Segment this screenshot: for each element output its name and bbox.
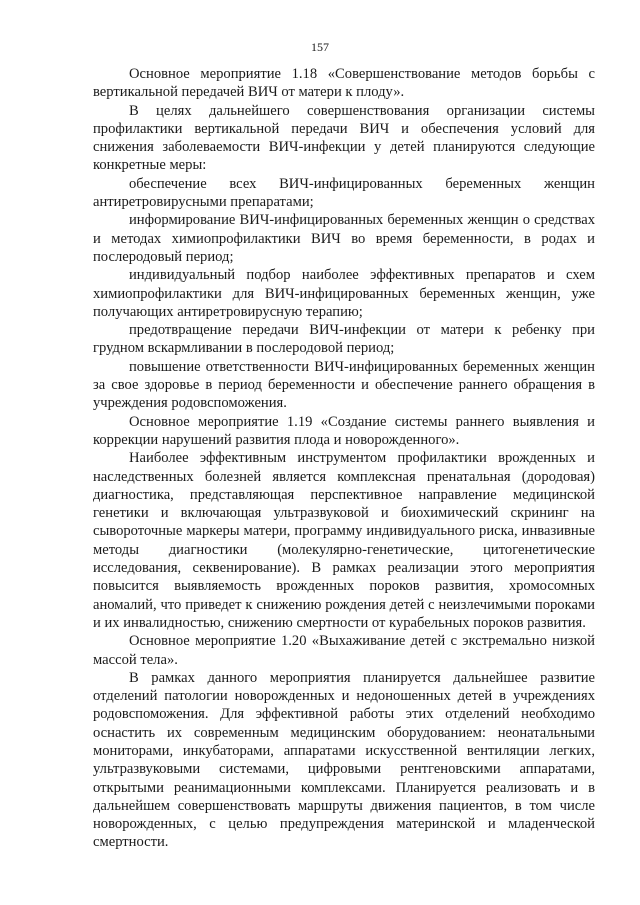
paragraph-measure-1-18-heading: Основное мероприятие 1.18 «Совершенствование методов борьбы с вертикальной передачей ВИЧ от матери к плоду». [93,66,595,101]
paragraph-measure-1-20-heading: Основное мероприятие 1.20 «Выхаживание детей с экстремально низкой массой тела». [93,633,595,668]
paragraph-neonatal-equipment: В рамках данного мероприятия планируется дальнейшее развитие отделений патологии новорожденных и недоношенных детей в учреждениях родовспоможения. Для эффективной работы этих отделений необходимо оснастить их современным медицинским оборудованием: неонатальными мониторами, инкубаторами, аппаратами искусственной вентиляции легких, ультразвуковыми системами, цифровыми рентгеновскими аппаратами, открытыми реанимационными комплексами. Планируется реализовать и в дальнейшем совершенствовать маршруты движения пациентов, в том числе новорожденных, с целью предупреждения материнской и младенческой смертности. [93,669,595,851]
page-number: 157 [311,40,329,54]
list-item-responsibility: повышение ответственности ВИЧ-инфицированных беременных женщин за свое здоровье в период беременности и обеспечение раннего обращения в учреждения родовспоможения. [93,358,595,412]
document-body [93,65,595,852]
list-item-breastfeeding-prevention: предотвращение передачи ВИЧ-инфекции от матери к ребенку при грудном вскармливании в послеродовой период; [93,322,595,357]
paragraph-prenatal-diagnostics: Наиболее эффективным инструментом профилактики врожденных и наследственных болезней является комплексная пренатальная (дородовая) диагностика, представляющая перспективное направление медицинской генетики и включающая ультразвуковой и биохимический скрининг на сывороточные маркеры матери, программу индивидуального риска, инвазивные методы диагностики (молекулярно-генетические, цитогенетические исследования, секвенирование). В рамках реализации этого мероприятия повысится выявляемость врожденных пороков развития, хромосомных аномалий, что приведет к снижению рождения детей с неизлечимыми пороками и их инвалидностью, снижению смертности от курабельных пороков развития. [93,450,595,631]
paragraph-hiv-prevention-intro: В целях дальнейшего совершенствования организации системы профилактики вертикальной передачи ВИЧ и обеспечения условий для снижения заболеваемости ВИЧ-инфекции у детей планируются следующие конкретные меры: [93,102,595,174]
list-item-antiretroviral-supply: обеспечение всех ВИЧ-инфицированных беременных женщин антиретровирусными препаратами; [93,175,595,211]
list-item-individual-selection: индивидуальный подбор наиболее эффективных препаратов и схем химиопрофилактики для ВИЧ-инфицированных беременных женщин, уже получающих антиретровирусную терапию; [93,267,595,320]
list-item-informing-women: информирование ВИЧ-инфицированных беременных женщин о средствах и методах химиопрофилактики ВИЧ во время беременности, в родах и послеродовый период; [93,212,595,265]
paragraph-measure-1-19-heading: Основное мероприятие 1.19 «Создание системы раннего выявления и коррекции нарушений развития плода и новорожденного». [93,413,595,448]
